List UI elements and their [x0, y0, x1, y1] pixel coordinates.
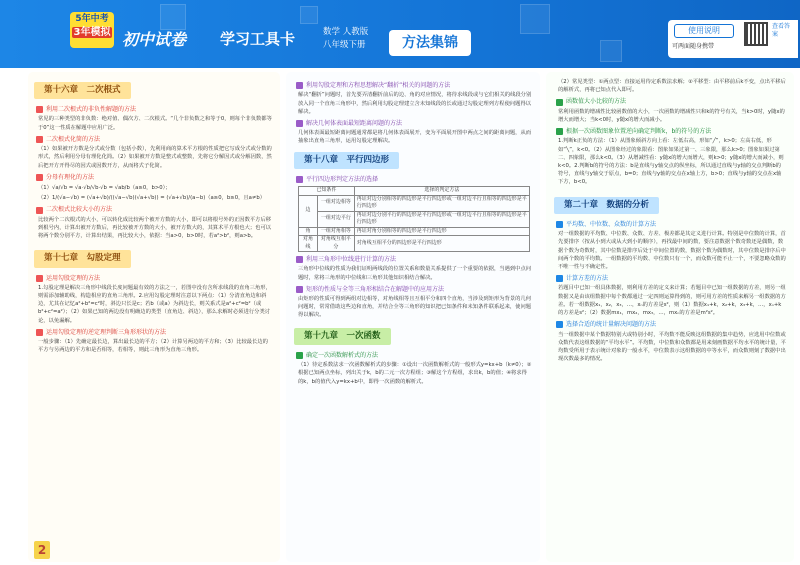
- section-title-text: 平行四边形判定方法的选择: [306, 175, 379, 183]
- table-cell: 再证对角分别相等的四边形是平行四边形: [354, 227, 529, 236]
- section-title-text: 计算方差的方法: [566, 275, 609, 283]
- section-body: 几何体表面最短距离问题通常都是将几何体表面展开，变为平面展开图中两点之间的距离问题，从而抽象出直角三角形，运用勾股定理解决。: [298, 130, 532, 145]
- section-icon: [296, 286, 303, 293]
- section-icon: [36, 207, 43, 214]
- section-title: [554, 127, 788, 136]
- section-title: [34, 135, 274, 144]
- table-cell: 边: [299, 195, 318, 227]
- decor-square: [520, 4, 550, 34]
- section-title-text: 选择合适的统计量解决问题的方法: [566, 321, 657, 329]
- table-cell: 一组对角相等: [317, 227, 354, 236]
- table-row: [299, 227, 530, 236]
- table-cell: 再证对边分别相等的四边形是平行四边形或一组对边平行且相等的四边形是平行四边形: [354, 195, 529, 211]
- section-title-text: 根据一次函数图象位置逆向确定判断k，b的符号的方法: [566, 128, 712, 136]
- left-column: [30, 78, 276, 355]
- table-header-row: [299, 187, 530, 196]
- logo-line1: 5年中考: [75, 14, 109, 24]
- section-body: 三角形中位线的性质为我们证明两线段的位置关系和数量关系提供了一个重要的依据，当遇到中点问题时，常将三角形的中位线和三角形其他知识相结合解决。: [298, 266, 532, 281]
- chapter-19-title: 第十九章 一次函数: [294, 328, 391, 345]
- section-title: [294, 351, 534, 360]
- formula-1: （1）√a/√b = √a·√b/√b·√b = √ab/b（a≥0，b>0）；: [38, 185, 171, 192]
- section-title: [294, 81, 534, 90]
- section-icon: [296, 120, 303, 127]
- section-title: [294, 119, 534, 128]
- section-title-text: 函数值大小比较的方法: [566, 98, 627, 106]
- section-title: [34, 173, 274, 182]
- section-icon: [36, 174, 43, 181]
- section-body: 常利用函数的增减性比较函数值的大小，一次函数的增减性只和k的符号有关，当k>0时，y随x的增大而增大；当k<0时，y随x的增大而减小。: [558, 108, 785, 123]
- section-title-text: 运用勾股定理的逆定理判断三角形形状的方法: [46, 328, 167, 336]
- header-subject: 数学 人教版: [323, 27, 369, 37]
- section-title: [294, 255, 534, 264]
- section-title: [34, 105, 274, 114]
- usage-text: 可两面随身携带: [672, 43, 715, 50]
- section-title: [554, 97, 788, 106]
- section-icon: [36, 106, 43, 113]
- section-icon: [556, 128, 563, 135]
- chapter-16-title: 第十六章 二次根式: [34, 82, 131, 99]
- table-cell: 一组对边平行: [317, 211, 354, 227]
- section-title-text: 利用三角形中位线进行计算的方法: [306, 256, 397, 264]
- usage-box: [668, 20, 798, 58]
- section-body: 1.勾股定理是解决三角形中线段长度问题最有效的方法之一，若图中没有含所求线段的直角三角形，则需添加辅助线，构造相应的直角三角形。2.应用勾股定理时注意以下两点：（1）分清直角边和斜边，尤其在记忆a²+b²=c²时，斜边只长是c；若b（或a）为斜边长，则关系式是a²+c²=b²（或b²+c²=a²）；（2）如果已知的两边没有明确边的类型（直角边、斜边），那么求解时必须进行分类讨论，以免漏解。: [38, 284, 271, 324]
- section-title: [34, 205, 274, 214]
- section-title: [34, 328, 274, 337]
- header-badge: 方法集锦: [389, 30, 471, 56]
- chapter-20-title: 第二十章 数据的分析: [554, 197, 659, 214]
- section-body: 当一组数据中某个数据特别大或特别小时，平均数不能反映这组数据的集中趋势，应选用中位数或众数代表这组数据的“平均水平”。平均数，中位数和众数都是用来刻画数据平均水平的统计量，平均数受所用于表示统计对象的一般水平，中位数表示这组数据的中等水平，而众数则刻了数据中出现次数最多的情况。: [558, 331, 786, 363]
- decor-square: [300, 6, 318, 24]
- page-number: 2: [34, 541, 50, 559]
- parallelogram-table: [298, 186, 530, 252]
- header-title2: 学习工具卡: [220, 30, 296, 48]
- section-icon: [556, 321, 563, 328]
- section-title-text: 二次根式化简的方法: [46, 135, 101, 143]
- section-title: [554, 320, 788, 329]
- section-icon: [36, 329, 43, 336]
- section-title: [294, 285, 534, 294]
- chapter-17-title: 第十七章 勾股定理: [34, 250, 131, 267]
- section-title-text: 分母有理化的方法: [46, 173, 95, 181]
- section-title: [34, 274, 274, 283]
- section-title: [554, 220, 788, 229]
- section-body: 一般步骤：（1）先确定最长边，算出最长边的平方；（2）计算另两边的平方和；（3）比较最长边的平方与另两边的平方和是否相等，若相等，则此三角形为直角三角形。: [38, 339, 268, 354]
- table-header: 已知条件: [299, 187, 355, 196]
- decor-square: [160, 4, 186, 30]
- table-cell: 对角线互相平分的四边形是平行四边形: [354, 236, 529, 252]
- section-body: （1）待定系数法求一次函数解析式的步骤：①设出一次函数解析式的一般形式y=kx+b（k≠0）；②根据已知两点坐标，列出关于k，b的二元一次方程组；③解这个方程组，求出k，b的值；④将求得的k，b的值代入y=kx+b中，即得一次函数的解析式。: [298, 362, 532, 385]
- section-title-text: 利用勾股定理和方程思想解决“翻折”相关的问题的方法: [306, 82, 451, 89]
- section-body: （1）如果被开方数是分式或分数（包括小数），先利用商的算术平方根的性质把它写成分式或分数的形式，然后利用分母有理化化简。（2）如果被开方数是整式或整数，先将它分解因式或分解因数，然后把开方开得尽的因式或因数开方，从而将式子化简。: [38, 146, 272, 169]
- section-body: 由矩形的性质可得到两组对边相等，对角线相等且互相平分和四个直角，当涉及到矩形为背景的几何问题时，常常借助这些边和直角，并结合全等三角形的知识把已知条件和未知条件联系起来，使问题得以解决。: [298, 296, 532, 319]
- logo-line2: 3年模拟: [73, 26, 111, 38]
- section-title-text: 二次根式比较大小的方法: [46, 206, 113, 214]
- table-cell: 一组对边相等: [317, 195, 354, 211]
- section-icon: [296, 176, 303, 183]
- section-title: [294, 175, 534, 184]
- formula-2: （2）1/(√a−√b) = (√a+√b)/((√a−√b)(√a+√b)) = (√a+√b)/(a−b)（a≥0，b≥0，且a≠b）: [38, 195, 266, 202]
- table-cell: 对角线: [299, 236, 318, 252]
- section-body: 若题目中已知一组具体数据，则利用方差的定义来计算；若题目中已知一组数据的方差，则另一组数据又是由该组数据中每个数都通过一定四则运算得到的，则可用方差的性质来解另一组数据的方差。若一组数据x₁，x₂，x₃，…，xₙ的方差是s²，则（1）数据x₁+k，x₂+k，x₃+k，…，xₙ+k的方差是s²；（2）数据mx₁，mx₂，mx₃，…，mxₙ的方差是m²s²。: [558, 285, 786, 317]
- middle-column: [290, 78, 536, 386]
- section-body: （2）常见类型：①两点型：直接运用待定系数法求解；②平移型：由平移前后k不变，点出平移后的解析式，再将已知点代入即可。: [558, 79, 786, 94]
- section-body: 1.判断k正负的方法：（1）从图象倾斜方向上看：左低右高，形如“╱”，k>0；左高右低，形如“╲”，k<0。（2）从图象经过的象限看：图象如果过第一、三象限，那么k>0；图象如果过第二、四象限，那么k<0。（3）从增减性看：y随x的增大而增大，则k>0；y随x的增大而减小，则k<0。2.判断b的符号的方法：b是直线与y轴交点的纵坐标，所以通过直线与y轴的交点判断b的符号，直线与y轴交于原点，b=0；直线与y轴的交点在x轴上方，b>0；直线与y轴的交点在x轴下方，b<0。: [558, 138, 784, 186]
- section-title-text: 确定一次函数解析式的方法: [306, 351, 379, 359]
- table-row: [299, 236, 530, 252]
- section-title-text: 利用二次根式的非负性解题的方法: [46, 106, 137, 114]
- section-icon: [296, 82, 303, 89]
- section-icon: [36, 136, 43, 143]
- section-icon: [296, 256, 303, 263]
- table-cell: 角: [299, 227, 318, 236]
- brand-logo: [70, 12, 114, 48]
- table-header: 选择的判定方法: [354, 187, 529, 196]
- section-icon: [556, 221, 563, 228]
- section-title-text: 解决几何体表面最短距离问题的方法: [306, 119, 403, 127]
- section-icon: [36, 275, 43, 282]
- header-title1: 初中试卷: [122, 30, 187, 49]
- section-icon: [556, 275, 563, 282]
- section-title-text: 矩形的性质与全等三角形相结合在解题中的应用方法: [306, 285, 445, 293]
- table-cell: 对角线互相平分: [317, 236, 354, 252]
- table-row: [299, 211, 530, 227]
- section-body: 常见的三种类型的非负数：绝对值、偶次方、二次根式。“几个非负数之和等于0，则每个非负数都等于0”这一性质在解题中应用广泛。: [38, 116, 272, 131]
- section-title-text: 平均数、中位数、众数的计算方法: [566, 220, 657, 228]
- section-icon: [296, 352, 303, 359]
- table-row: [299, 195, 530, 211]
- table-cell: 再证对边分别平行的四边形是平行四边形或一组对边平行且相等的四边形是平行四边形: [354, 211, 529, 227]
- right-column: [550, 78, 790, 363]
- section-title-text: 运用勾股定理的方法: [46, 274, 101, 282]
- usage-label: 使用说明: [674, 24, 734, 38]
- section-body: 对一组数据的平均数、中位数、众数、方差、极差都是其定义进行计算。特别是中位数的计算，首先要排序（按从小到大或从大到小的顺序），再找最中间的数，要注意数据个数奇数还是偶数，数据个数为奇数时，其中位数是排序后处于中间位置的数，数据个数为偶数时，其中位数是排序后中间两个数的平均数。一组数据的平均数、中位数只有一个，而众数可能不止一个，不要忽略众数的不唯一性与不确定性。: [558, 231, 786, 270]
- section-title: [554, 274, 788, 283]
- section-icon: [556, 99, 563, 106]
- section-body: 解决“翻折”问题时，首先要弄清翻折前后的边、角的对应情况，将待求线段或与它们相关的线段分别放入同一个直角三角形中，然后利用勾股定理建立含未知线段的长或通过勾股定理列方程使问题得以解决。: [298, 92, 532, 115]
- header-grade: 八年级下册: [323, 40, 366, 50]
- section-body: 比较两个二次根式的大小，可以转化成比较两个被开方数的大小，即可以将根号外的正因数平方后移到根号内，计算出被开方数后，再比较被开方数的大小，被开方数大的，其算术平方根也大；也可以将两个数分别平方，计算出结果，再比较大小，依据：当a>0，b>0时，若a²>b²，则a>b。: [38, 216, 272, 240]
- qr-code-icon[interactable]: [744, 22, 768, 46]
- chapter-18-title: 第十八章 平行四边形: [294, 152, 399, 169]
- decor-square: [600, 40, 622, 62]
- qr-label: 查看答案: [772, 23, 791, 39]
